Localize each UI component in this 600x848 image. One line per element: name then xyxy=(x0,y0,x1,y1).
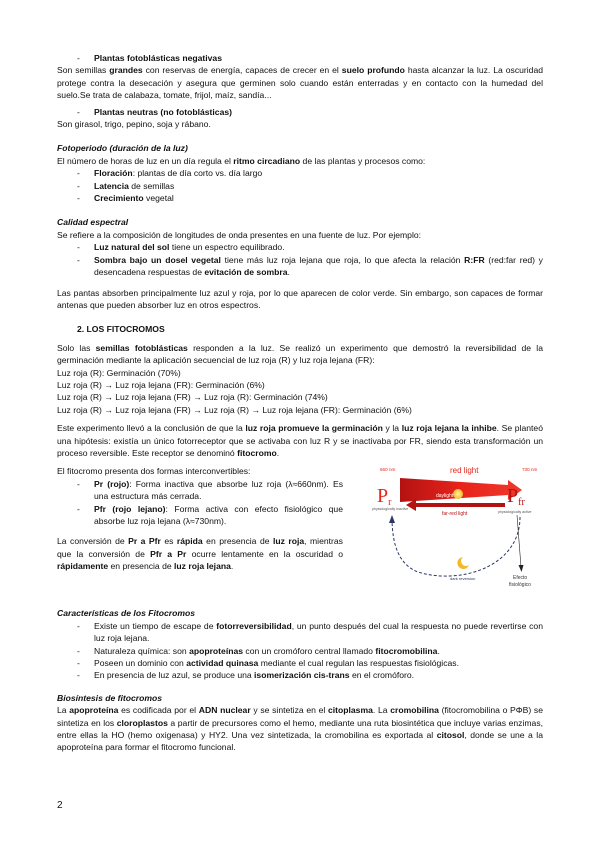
label-pfr-caption: physiologically active xyxy=(498,510,532,515)
paragraph-formas: El fitocromo presenta dos formas interconvertibles: xyxy=(57,466,251,477)
dark-reversion-arc xyxy=(392,517,520,576)
paragraph-negativas: Son semillas grandes con reservas de energía, capaces de crecer en el suelo profundo hasta alcanzar la luz. La oscuridad protege contra la desecación y asegura que germinen solo cuando están enterradas y en contacto con la humedad del suelo.Se trata de calabaza, tomate, frijol, maíz, sandía... xyxy=(57,65,544,101)
dark-reversion-arrowhead xyxy=(389,515,395,523)
bullet-neutras: - Plantas neutras (no fotoblásticas) xyxy=(77,106,233,117)
list-item: - En presencia de luz azul, se produce una isomerización cis-trans en el cromóforo. xyxy=(77,670,415,681)
list-item: - Luz natural del sol tiene un espectro equilibrado. xyxy=(77,242,285,253)
label-pr: Pr xyxy=(377,485,392,509)
experiment-line: Luz roja (R) → Luz roja lejana (FR) → Luz roja (R) → Luz roja lejana (FR): Germinación (6%) xyxy=(57,404,412,415)
fitocromo-forms-block xyxy=(57,465,543,595)
label-660nm: 660 nm xyxy=(380,467,396,473)
bullet-negativas: - Plantas fotoblásticas negativas xyxy=(77,53,222,63)
label-fisiologico: fisiológico xyxy=(509,582,531,589)
phytochrome-conversion-diagram xyxy=(370,457,545,597)
list-item: - Naturaleza química: son apoproteínas con un cromóforo central llamado fitocromobilina. xyxy=(77,645,440,656)
paragraph-conversion: La conversión de Pr a Pfr es rápida en presencia de luz roja, mientras que la conversión de Pfr a Pr ocurre lentamente en la oscuridad o rápidamente en presencia de luz roja lejana. xyxy=(57,536,343,572)
experiment-line: Luz roja (R) → Luz roja lejana (FR) → Luz roja (R): Germinación (74%) xyxy=(57,392,328,403)
far-red-arrow xyxy=(406,499,505,511)
list-item: - Existe un tiempo de escape de fotorreversibilidad, un punto después del cual la respuesta no puede revertirse con luz roja lejana. xyxy=(77,620,543,644)
list-item: - Crecimiento vegetal xyxy=(77,193,174,204)
list-item: - Floración: plantas de día corto vs. día largo xyxy=(77,168,263,179)
label-730nm: 730 nm xyxy=(522,467,538,473)
paragraph-biosintesis: La apoproteína es codificada por el ADN nuclear y se sintetiza en el citoplasma. La cromobilina (fitocromobilina o PΦB) se sintetiza en los cloroplastos a partir de precursores como el hemo, mediante una ruta biosintética que incluye varias enzimas, entre ellas la HO (hemo oxigenasa) y HY2. Una vez sintetizada, la cromobilina es exportada al citosol, donde se une a la apoproteína para formar el fitocromo funcional. xyxy=(57,705,543,753)
list-item: - Poseen un dominio con actividad quinasa mediante el cual regulan las respuestas fisiológicas. xyxy=(77,658,459,668)
paragraph-conclusion: Este experimento llevó a la conclusión de que la luz roja promueve la germinación y la luz roja lejana la inhibe. Se planteó una hipótesis: existía un único fotorreceptor que se activaba con luz R y se inactivaba por FR, siendo esta transformación un proceso reversible. Este receptor se denominó fitocromo. xyxy=(57,423,543,458)
paragraph-neutras: Son girasol, trigo, pepino, soja y rábano. xyxy=(57,119,211,130)
document-body xyxy=(57,52,543,754)
heading-biosintesis: Biosíntesis de fitocromos xyxy=(57,692,163,703)
label-red-light: red light xyxy=(450,466,479,476)
heading-caracteristicas: Características de los Fitocromos xyxy=(57,608,196,619)
moon-icon xyxy=(457,557,469,569)
label-pfr: Pfr xyxy=(507,485,525,509)
page-number: 2 xyxy=(57,800,63,811)
label-daylight: daylight xyxy=(436,493,454,500)
label-far-red: far-red light xyxy=(442,511,468,518)
paragraph-pantas: Las pantas absorben principalmente luz azul y roja, por lo que aparecen de color verde. Sin embargo, son capaces de formar antenas que pueden absorber luz en otros espectros. xyxy=(57,287,543,310)
paragraph-fitocromos: Solo las semillas fotoblásticas responden a la luz. Se realizó un experimento que demostró la reversibilidad de la germinación mediante la aplicación secuencial de luz roja (R) y luz roja lejana (FR): xyxy=(57,342,543,366)
effect-arrowhead xyxy=(519,565,524,572)
list-item: - Sombra bajo un dosel vegetal tiene más luz roja lejana que roja, lo que afecta la relación R:FR (red:far red) y desencadena respuestas de evitación de sombra. xyxy=(77,254,543,278)
label-dark-reversion: dark reversion xyxy=(450,576,476,582)
list-item: - Latencia de semillas xyxy=(77,180,175,191)
heading-calidad: Calidad espectral xyxy=(57,217,129,228)
label-efecto: Efecto xyxy=(513,575,528,582)
paragraph-fotoperiodo: El número de horas de luz en un día regula el ritmo circadiano de las plantas y procesos como: xyxy=(57,155,426,166)
paragraph-calidad: Se refiere a la composición de longitudes de onda presentes en una fuente de luz. Por ejemplo: xyxy=(57,229,422,240)
label-pr-caption: physiologically inactive xyxy=(372,507,409,512)
sun-icon xyxy=(453,489,463,499)
list-item-pr: - Pr (rojo): Forma inactiva que absorbe luz roja (λ≈660nm). Es una estructura más cerrada. xyxy=(77,478,343,502)
experiment-line: Luz roja (R): Germinación (70%) xyxy=(57,367,181,378)
section-title-fitocromos: 2. LOS FITOCROMOS xyxy=(77,324,165,335)
heading-fotoperiodo: Fotoperiodo (duración de la luz) xyxy=(57,143,188,154)
experiment-line: Luz roja (R) → Luz roja lejana (FR): Germinación (6%) xyxy=(57,379,265,390)
effect-arrow xyxy=(517,515,521,567)
list-item-pfr: - Pfr (rojo lejano): Forma activa con efecto fisiológico que absorbe luz roja lejana (λ≈730nm). xyxy=(77,503,343,526)
